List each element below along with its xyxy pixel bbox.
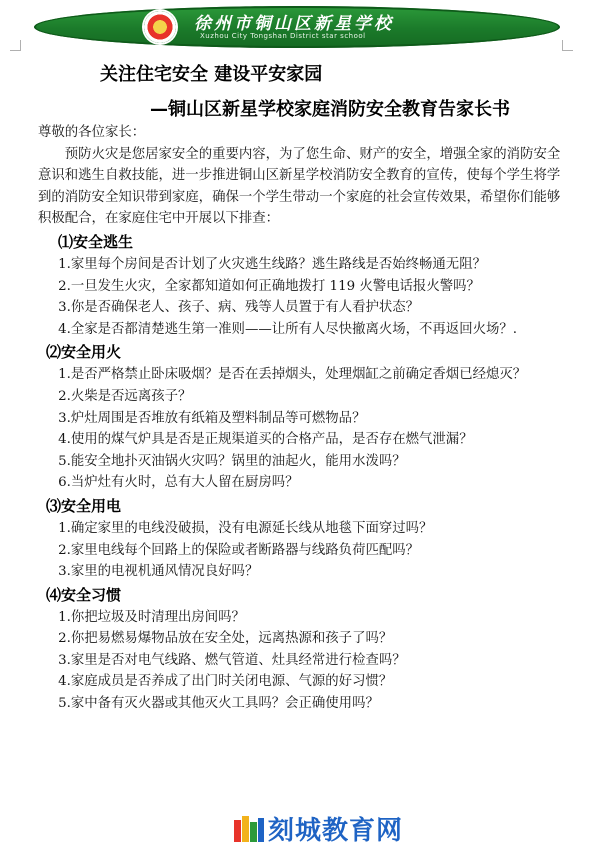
list-item: 3.家里的电视机通风情况良好吗？ [58, 564, 259, 580]
list-item: 4.使用的煤气炉具是否是正规渠道买的合格产品，是否存在燃气泄漏？ [58, 432, 473, 448]
list-item: 4.全家是否都清楚逃生第一准则——让所有人尽快撤离火场，不再返回火场？. [58, 321, 518, 337]
list-item: 5.能安全地扑灭油锅火灾吗？锅里的油起火，能用水泼吗？ [58, 453, 406, 469]
list-item: 2.你把易燃易爆物品放在安全处，远离热源和孩子了吗？ [58, 631, 393, 647]
intro-paragraph: 预防火灾是您居家安全的重要内容，为了您生命、财产的安全，增强全家的消防安全意识和逃生自救技能，进一步推进铜山区新星学校消防安全教育的宣传，使每个学生将学到的消防安全知识带到家庭，确保一个学生带动一个家庭的社会宣传效果，希望你们能够积极配合，在家庭住宅中开展以下排查： [38, 146, 561, 227]
list-item: 6.当炉灶有火时，总有大人留在厨房吗？ [58, 475, 299, 491]
watermark [232, 808, 424, 846]
watermark-text: 刻城教育网 [268, 816, 404, 846]
list-item: 1.家里每个房间是否计划了火灾逃生线路？逃生路线是否始终畅通无阻？ [58, 256, 486, 272]
list-item: 3.炉灶周围是否堆放有纸箱及塑料制品等可燃物品？ [58, 410, 366, 426]
crop-mark-left [10, 40, 21, 51]
list-item: 2.火柴是否远离孩子？ [58, 388, 192, 404]
list-item: 1.确定家里的电线没破损，没有电源延长线从地毯下面穿过吗？ [58, 520, 433, 536]
list-item: 3.你是否确保老人、孩子、病、残等人员置于有人看护状态？ [58, 300, 420, 316]
section-heading-escape: ⑴安全逃生 [58, 232, 134, 251]
list-item: 2.一旦发生火灾，全家都知道如何正确地拨打 119 火警电话报火警吗？ [58, 278, 480, 294]
page-subtitle: —铜山区新星学校家庭消防安全教育告家长书 [150, 99, 510, 120]
list-item: 2.家里电线每个回路上的保险或者断路器与线路负荷匹配吗？ [58, 542, 420, 558]
section-heading-habits: ⑷安全习惯 [46, 585, 122, 604]
greeting: 尊敬的各位家长： [38, 125, 146, 140]
page-title: 关注住宅安全 建设平安家园 [100, 64, 323, 85]
list-item: 1.是否严格禁止卧床吸烟？是否在丢掉烟头，处理烟缸之前确定香烟已经熄灭？ [58, 367, 527, 383]
list-item: 4.家庭成员是否养成了出门时关闭电源、气源的好习惯？ [58, 674, 393, 690]
crop-mark-right [562, 40, 573, 51]
section-heading-fire: ⑵安全用火 [46, 343, 122, 362]
school-name: 徐州市铜山区新星学校 [194, 14, 394, 34]
list-item: 1.你把垃圾及时清理出房间吗？ [58, 609, 245, 625]
section-heading-electric: ⑶安全用电 [46, 496, 122, 515]
list-item: 5.家中备有灭火器或其他灭火工具吗？会正确使用吗？ [58, 696, 379, 712]
books-logo-icon [232, 812, 266, 844]
school-name-en: Xuzhou City Tongshan District star school [200, 32, 366, 40]
school-logo-icon [144, 11, 176, 43]
list-item: 3.家里是否对电气线路、燃气管道、灶具经常进行检查吗？ [58, 652, 406, 668]
letter-body [38, 122, 566, 715]
school-banner [34, 6, 560, 48]
